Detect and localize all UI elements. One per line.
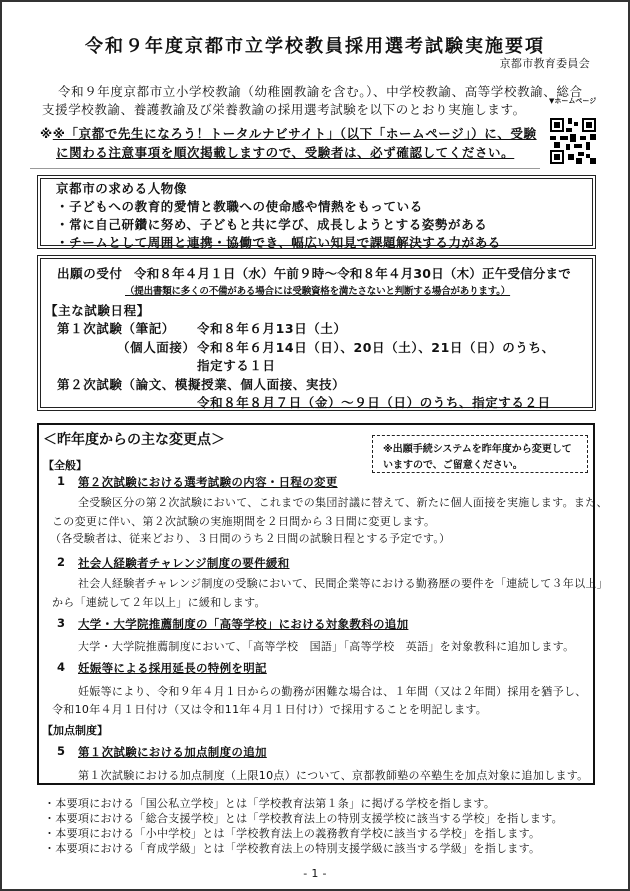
change-item-number: 4: [57, 660, 66, 674]
change-item-title: 大学・大学院推薦制度の「高等学校」における対象教科の追加: [78, 617, 409, 631]
change-item-number: 1: [57, 474, 66, 488]
change-item-number: 5: [57, 744, 66, 758]
change-item-title: 第１次試験における加点制度の追加: [78, 745, 267, 759]
application-note: （提出書類に多くの不備がある場合には受験資格を満たさないと判断する場合があります。）: [125, 286, 511, 297]
application-label: 出願の受付: [57, 266, 123, 281]
change-item-number: 2: [57, 555, 66, 569]
general-heading: 【全般】: [43, 459, 87, 472]
change-item-body: 全受験区分の第２次試験において、これまでの集団討議に替えて、新たに個人面接を実施します。また、: [78, 496, 608, 509]
system-note-line: いますので、ご留意ください。: [383, 460, 523, 471]
second-exam-date: 令和８年８月７日（金）～９日（日）のうち、指定する２日: [197, 395, 551, 410]
footnote: ・本要項における「育成学級」とは「学校教育法上の特別支援学級に該当する学級」を指します。: [44, 842, 541, 855]
footnote: ・本要項における「小中学校」とは「学校教育法上の義務教育学校に該当する学校」を指します。: [44, 827, 541, 840]
change-item-body: 令和10年４月１日付け（又は令和11年４月１日付け）で採用することを明記します。: [52, 703, 488, 716]
first-exam-label: 第１次試験（筆記）: [57, 321, 175, 336]
intro-line: 支援学校教諭、養護教諭及び栄養教諭の採用選考試験を以下のとおり実施します。: [42, 102, 526, 117]
ideal-item: ・チームとして周囲と連携・協働でき、幅広い知見で課題解決する力がある: [56, 235, 501, 250]
second-exam-label: 第２次試験（論文、模擬授業、個人面接、実技）: [57, 377, 346, 392]
change-item-title: 社会人経験者チャレンジ制度の要件緩和: [78, 556, 290, 570]
change-item-title: 妊娠等による採用延長の特例を明記: [78, 661, 267, 675]
intro-line: 令和９年度京都市立小学校教諭（幼稚園教諭を含む。）、中学校教諭、高等学校教諭、総合: [58, 84, 583, 99]
change-item-title: 第２次試験における選考試験の内容・日程の変更: [78, 475, 338, 489]
issuer: 京都市教育委員会: [499, 57, 590, 70]
ideal-item: ・子どもへの教育的愛情と教職への使命感や情熱をもっている: [56, 199, 423, 214]
interview-date-2: 指定する１日: [197, 358, 276, 373]
system-note-line: ※出願手続システムを昨年度から変更して: [383, 444, 572, 455]
first-exam-date: 令和８年６月13日（土）: [197, 321, 347, 336]
footnote: ・本要項における「国公私立学校」とは「学校教育法第１条」に掲げる学校を指します。: [44, 797, 496, 810]
page-number: - 1 -: [303, 867, 327, 880]
ideal-item: ・常に自己研鑽に努め、子どもと共に学び、成長しようとする姿勢がある: [56, 217, 488, 232]
homepage-label: ▼ホームページ: [549, 97, 597, 105]
change-item-body: 社会人経験者チャレンジ制度の受験において、民間企業等における勤務歴の要件を「連続して３年以上」: [78, 577, 608, 590]
qr-code-icon[interactable]: [550, 118, 596, 164]
interview-label: （個人面接）: [117, 340, 196, 355]
ideal-heading: 京都市の求める人物像: [56, 181, 188, 196]
change-item-body: （各受験者は、従来どおり、３日間のうち２日間の試験日程とする予定です。）: [50, 532, 451, 545]
footnote: ・本要項における「総合支援学校」とは「学校教育法上の特別支援学校に該当する学校」を指します。: [44, 812, 563, 825]
change-item-body: 妊娠等により、令和９年４月１日からの勤務が困難な場合は、１年間（又は２年間）採用を猶予し、: [78, 685, 587, 698]
notice-line: に関わる注意事項を順次掲載しますので、受験者は、必ず確認してください。: [56, 145, 515, 160]
change-item-body: から「連続して２年以上」に緩和します。: [52, 596, 266, 609]
application-period: 令和８年４月１日（水）午前９時～令和８年４月30日（木）正午受信分まで: [134, 266, 571, 281]
change-item-body: 大学・大学院推薦制度において、「高等学校 国語」「高等学校 英語」を対象教科に追加します。: [78, 640, 575, 653]
change-item-number: 3: [57, 616, 66, 630]
page-title: 令和９年度京都市立学校教員採用選考試験実施要項: [85, 36, 545, 57]
interview-date: 令和８年６月14日（日）、20日（土）、21日（日）のうち、: [197, 340, 555, 355]
change-item-body: 第１次試験における加点制度（上限10点）について、京都教師塾の卒塾生を加点対象に追加します。: [78, 769, 589, 782]
changes-heading: ＜昨年度からの主な変更点＞: [43, 432, 225, 448]
notice-line: ※※「京都で先生になろう！トータルナビサイト」（以下「ホームページ」）に、受験: [40, 126, 537, 141]
bonus-heading: 【加点制度】: [42, 724, 108, 737]
change-item-body: この変更に伴い、第２次試験の実施期間を２日間から３日間に変更します。: [52, 515, 436, 528]
divider: [30, 168, 540, 169]
schedule-heading: 【主な試験日程】: [45, 303, 150, 318]
